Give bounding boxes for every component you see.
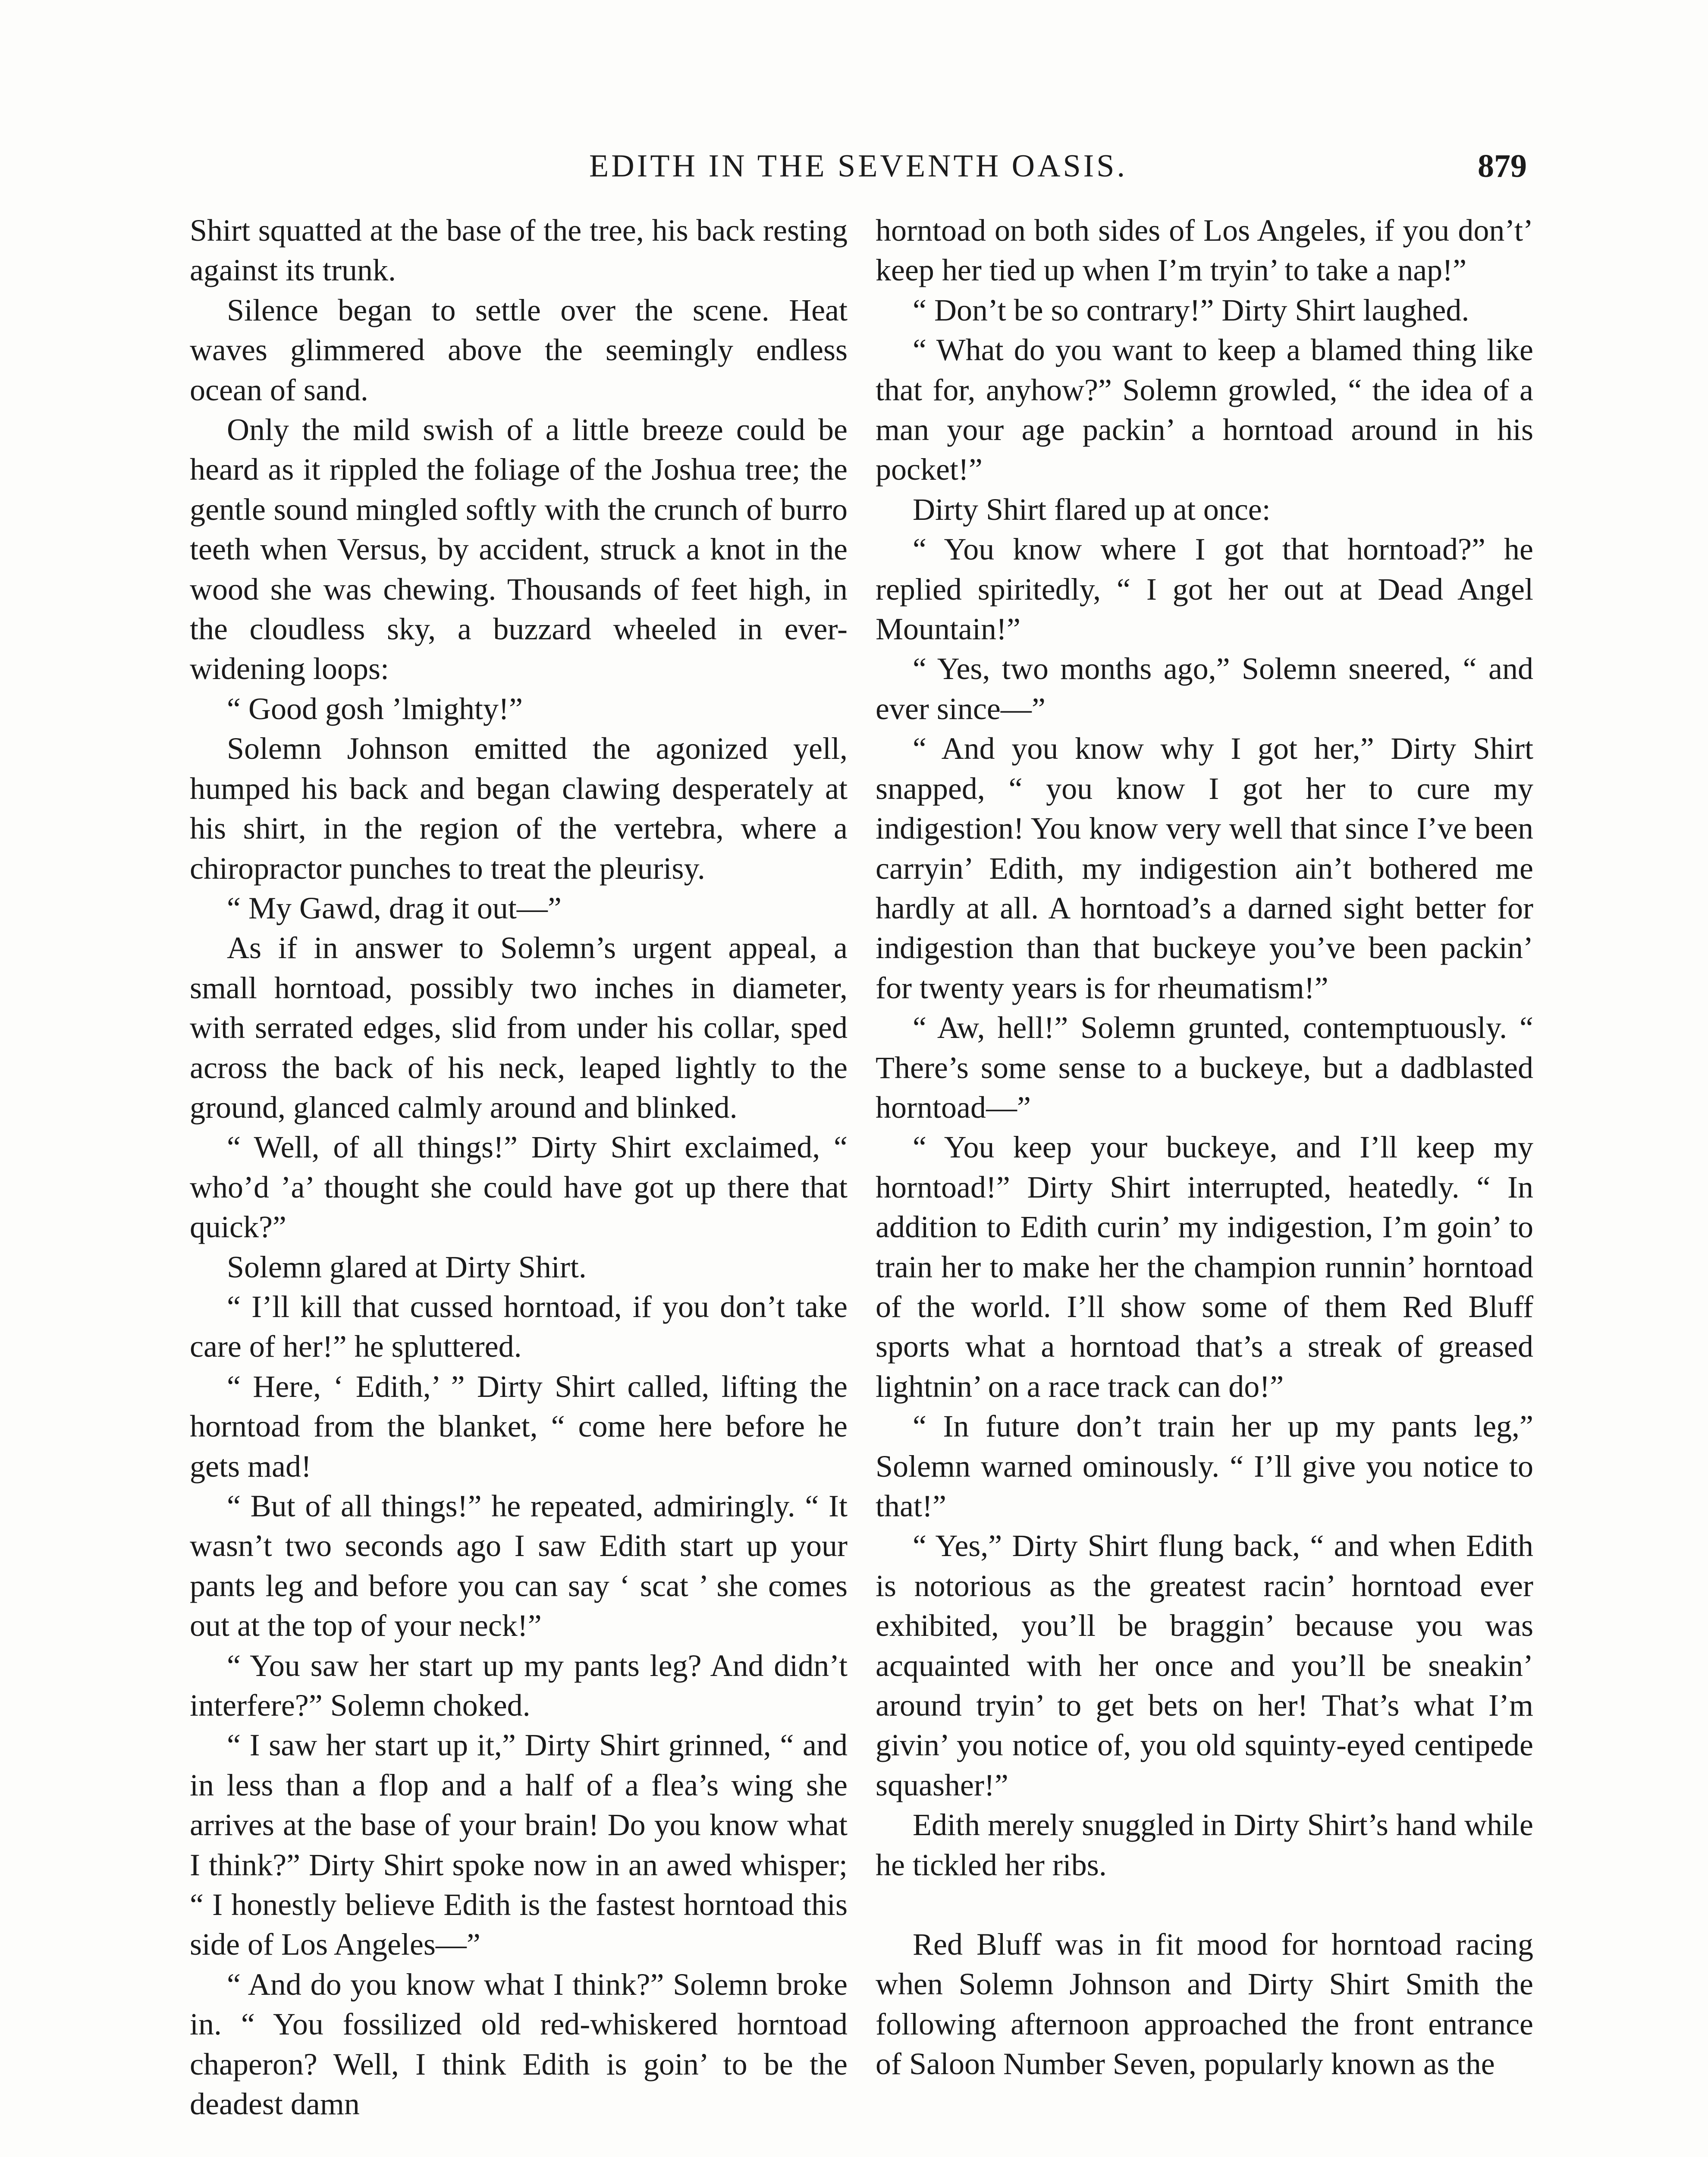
paragraph: horntoad on both sides of Los Angeles, if you don’t’ keep her tied up when I’m tryin’ to take a nap!”: [876, 213, 1533, 288]
paragraph: “ I’ll kill that cussed horntoad, if you don’t take care of her!” he spluttered.: [190, 1289, 848, 1364]
paragraph: “ In future don’t train her up my pants leg,” Solemn warned ominously. “ I’ll give you notice to that!”: [876, 1409, 1533, 1523]
paragraph: Only the mild swish of a little breeze could be heard as it rippled the foliage of the Joshua tree; the gentle sound mingled softly with the crunch of burro teeth when Versus, by accident, struck a knot in the wood she was chewing. Thousands of feet high, in the cloudless sky, a buzzard wheeled in ever-widening loops:: [190, 412, 848, 686]
paragraph: “ Don’t be so contrary!” Dirty Shirt laughed.: [913, 292, 1469, 327]
paragraph: “ And you know why I got her,” Dirty Shirt snapped, “ you know I got her to cure my indigestion! You know very well that since I’ve been carryin’ Edith, my indigestion ain’t bothered me hardly at all. A horntoad’s a darned sight better for indigestion than that buckeye you’ve been packin’ for twenty years is for rheumatism!”: [876, 731, 1533, 1005]
paragraph: Silence began to settle over the scene. Heat waves glimmered above the seemingly endless ocean of sand.: [190, 292, 848, 407]
paragraph: “ And do you know what I think?” Solemn broke in. “ You fossilized old red-whiskered horntoad chaperon? Well, I think Edith is goin’ to be the deadest damn: [190, 1967, 848, 2122]
paragraph: “ You know where I got that horntoad?” he replied spiritedly, “ I got her out at Dead Angel Mountain!”: [876, 532, 1533, 647]
running-title: EDITH IN THE SEVENTH OASIS.: [589, 148, 1127, 184]
paragraph: As if in answer to Solemn’s urgent appeal, a small horntoad, possibly two inches in diameter, with serrated edges, slid from under his collar, sped across the back of his neck, leaped lightly to the ground, glanced calmly around and blinked.: [190, 931, 848, 1125]
paragraph: “ Good gosh ’lmighty!”: [227, 691, 523, 726]
paragraph: Shirt squatted at the base of the tree, his back resting against its trunk.: [190, 213, 848, 288]
paragraph: “ Yes,” Dirty Shirt flung back, “ and when Edith is notorious as the greatest racin’ horntoad ever exhibited, you’ll be braggin’ because you was acquainted with her once and you’ll be sneakin’ around tryin’ to get bets on her! That’s what I’m givin’ you notice of, you old squinty-eyed centipede squasher!”: [876, 1528, 1533, 1802]
paragraph: “ Here, ‘ Edith,’ ” Dirty Shirt called, lifting the horntoad from the blanket, “ come here before he gets mad!: [190, 1369, 848, 1484]
paragraph: Edith merely snuggled in Dirty Shirt’s hand while he tickled her ribs.: [876, 1808, 1533, 1882]
page-header: [190, 142, 1527, 190]
paragraph: “ My Gawd, drag it out—”: [227, 890, 562, 925]
left-column: [190, 211, 848, 2124]
paragraph: “ You saw her start up my pants leg? And didn’t interfere?” Solemn choked.: [190, 1648, 848, 1723]
paragraph: Red Bluff was in fit mood for horntoad racing when Solemn Johnson and Dirty Shirt Smith the following afternoon approached the front entrance of Saloon Number Seven, popularly known as the: [876, 1927, 1533, 2082]
paragraph: Solemn Johnson emitted the agonized yell, humped his back and began clawing desperately at his shirt, in the region of the vertebra, where a chiropractor punches to treat the pleurisy.: [190, 731, 848, 886]
paragraph: “ Yes, two months ago,” Solemn sneered, “ and ever since—”: [876, 651, 1533, 726]
paragraph: “ I saw her start up it,” Dirty Shirt grinned, “ and in less than a flop and a half of a flea’s wing she arrives at the base of your brain! Do you know what I think?” Dirty Shirt spoke now in an awed whisper; “ I honestly believe Edith is the fastest horntoad this side of Los Angeles—”: [190, 1728, 848, 1962]
paragraph: “ What do you want to keep a blamed thing like that for, anyhow?” Solemn growled, “ the idea of a man your age packin’ a horntoad around in his pocket!”: [876, 333, 1533, 487]
right-column: [876, 211, 1533, 2084]
paragraph: “ Aw, hell!” Solemn grunted, contemptuously. “ There’s some sense to a buckeye, but a dadblasted horntoad—”: [876, 1010, 1533, 1125]
paragraph: “ You keep your buckeye, and I’ll keep my horntoad!” Dirty Shirt interrupted, heatedly. “ In addition to Edith curin’ my indigestion, I’m goin’ to train her to make her the champion runnin’ horntoad of the world. I’ll show some of them Red Bluff sports what a horntoad that’s a streak of greased lightnin’ on a race track can do!”: [876, 1130, 1533, 1404]
paragraph: Solemn glared at Dirty Shirt.: [227, 1249, 587, 1284]
paragraph: “ But of all things!” he repeated, admiringly. “ It wasn’t two seconds ago I saw Edith start up your pants leg and before you can say ‘ scat ’ she comes out at the top of your neck!”: [190, 1489, 848, 1643]
paragraph: Dirty Shirt flared up at once:: [913, 492, 1271, 527]
page-number: 879: [1478, 148, 1527, 184]
paragraph: “ Well, of all things!” Dirty Shirt exclaimed, “ who’d ’a’ thought she could have got up there that quick?”: [190, 1130, 848, 1245]
